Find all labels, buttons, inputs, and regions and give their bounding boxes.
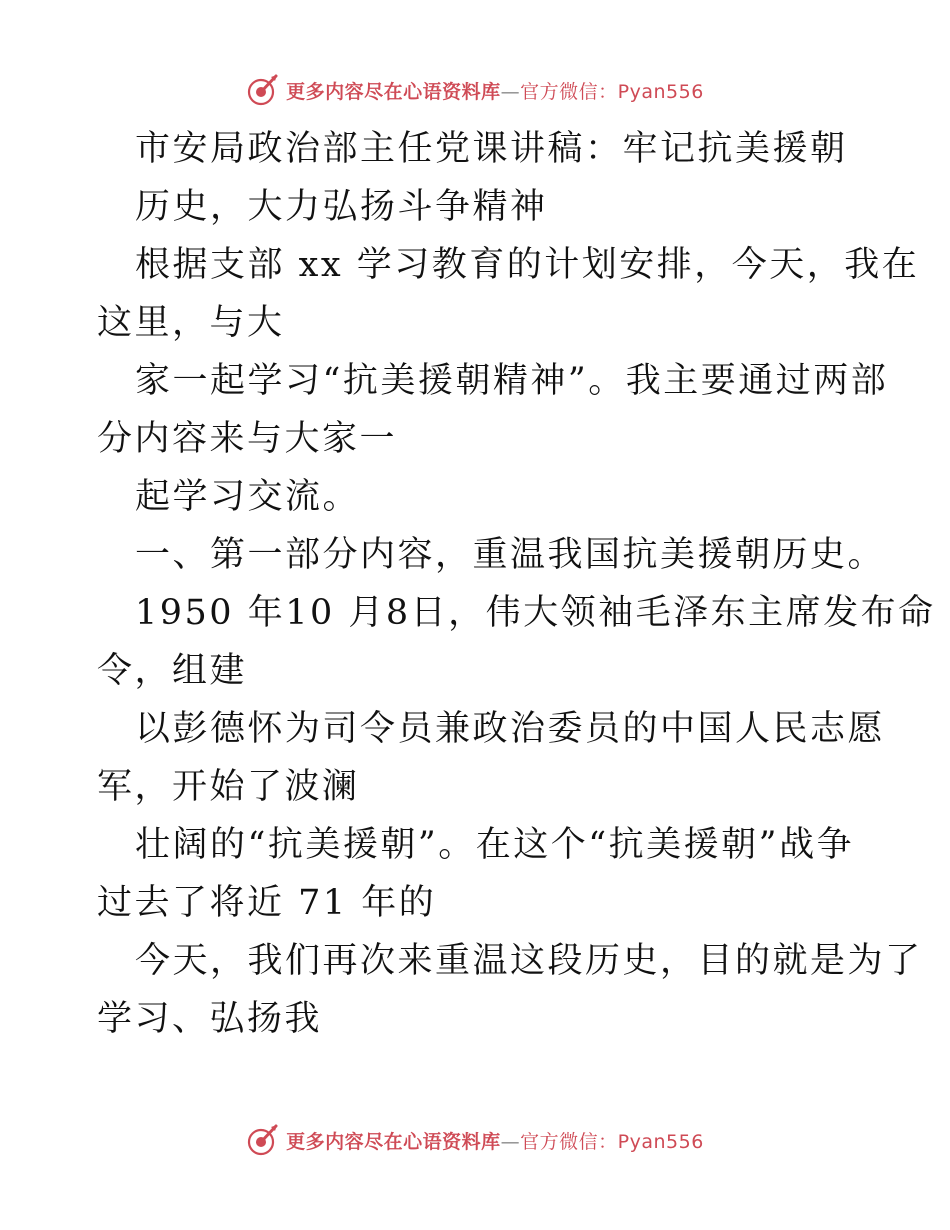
section-heading: 一、第一部分内容，重温我国抗美援朝历史。 bbox=[135, 535, 886, 575]
header-banner bbox=[0, 70, 950, 110]
paragraph-line: 学习、弘扬我 bbox=[97, 999, 323, 1039]
header-banner-text bbox=[286, 77, 704, 104]
footer-banner bbox=[0, 1120, 950, 1160]
header-banner-wechat: 官方微信：Pyan556 bbox=[520, 80, 704, 103]
document-body bbox=[97, 120, 936, 1048]
footer-banner-text bbox=[286, 1127, 704, 1154]
paragraph-line: 军，开始了波澜 bbox=[97, 767, 360, 807]
paragraph-line: 壮阔的“抗美援朝”。在这个“抗美援朝”战争 bbox=[135, 825, 855, 865]
document-title-line-1: 市安局政治部主任党课讲稿：牢记抗美援朝 bbox=[135, 129, 848, 169]
paragraph-line: 过去了将近 71 年的 bbox=[97, 883, 437, 923]
footer-banner-wechat: 官方微信：Pyan556 bbox=[520, 1130, 704, 1153]
paragraph-line: 今天，我们再次来重温这段历史，目的就是为了 bbox=[135, 941, 923, 981]
footer-banner-title: 更多内容尽在心语资料库 bbox=[286, 1130, 501, 1153]
document-title-line-2: 历史，大力弘扬斗争精神 bbox=[135, 187, 548, 227]
paragraph-line: 以彭德怀为司令员兼政治委员的中国人民志愿 bbox=[135, 709, 886, 749]
paragraph-line: 家一起学习“抗美援朝精神”。我主要通过两部 bbox=[135, 361, 889, 401]
paragraph-line: 这里，与大 bbox=[97, 303, 285, 343]
brush-logo-icon bbox=[246, 73, 280, 107]
footer-banner-separator: — bbox=[500, 1130, 521, 1153]
brush-logo-icon bbox=[246, 1123, 280, 1157]
paragraph-line: 分内容来与大家一 bbox=[97, 419, 398, 459]
header-banner-separator: — bbox=[500, 80, 521, 103]
paragraph-line: 根据支部 xx 学习教育的计划安排，今天，我在 bbox=[135, 245, 920, 285]
header-banner-title: 更多内容尽在心语资料库 bbox=[286, 80, 501, 103]
paragraph-line: 起学习交流。 bbox=[135, 477, 361, 517]
paragraph-line: 令，组建 bbox=[97, 651, 248, 691]
paragraph-line: 1950 年10 月8日，伟大领袖毛泽东主席发布命 bbox=[135, 593, 936, 633]
